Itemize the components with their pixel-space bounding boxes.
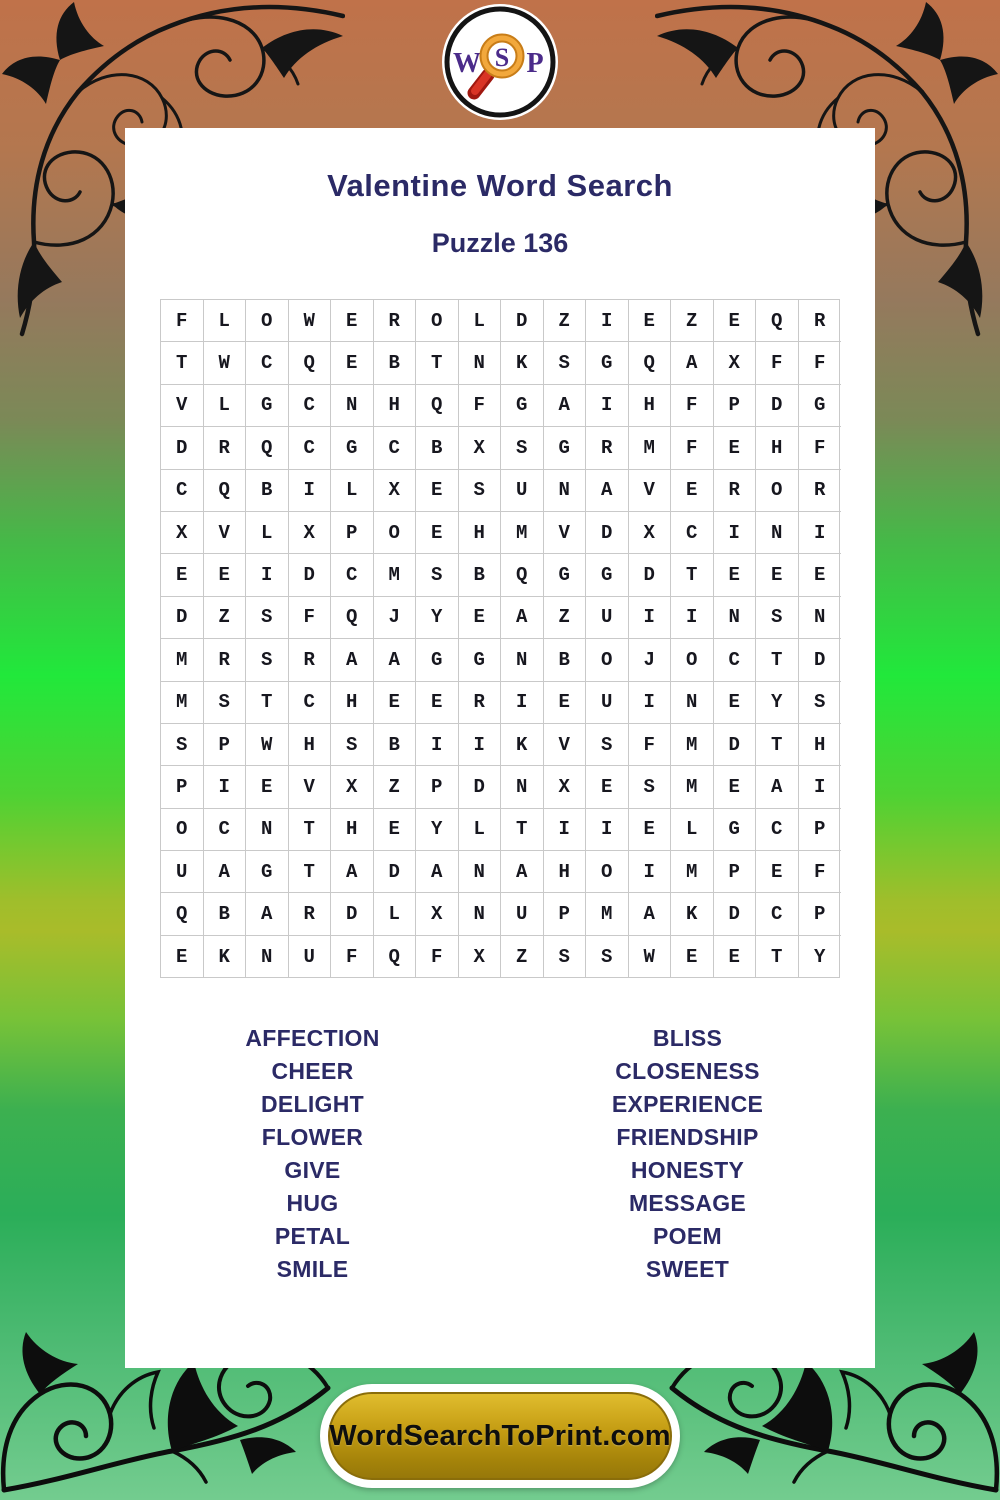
- grid-cell: M: [671, 724, 714, 766]
- grid-cell: Y: [416, 597, 459, 639]
- grid-cell: R: [459, 682, 502, 724]
- grid-cell: A: [671, 342, 714, 384]
- page-title: Valentine Word Search: [327, 168, 673, 203]
- grid-cell: T: [756, 936, 799, 978]
- grid-cell: L: [459, 809, 502, 851]
- grid-cell: C: [756, 809, 799, 851]
- grid-cell: I: [289, 470, 332, 512]
- grid-cell: E: [629, 809, 672, 851]
- grid-cell: Q: [501, 554, 544, 596]
- grid-cell: R: [799, 470, 842, 512]
- grid-cell: S: [416, 554, 459, 596]
- grid-cell: B: [459, 554, 502, 596]
- grid-cell: C: [714, 639, 757, 681]
- grid-cell: I: [586, 300, 629, 342]
- grid-cell: W: [289, 300, 332, 342]
- grid-cell: Q: [289, 342, 332, 384]
- grid-cell: E: [799, 554, 842, 596]
- grid-cell: F: [799, 427, 842, 469]
- grid-cell: P: [331, 512, 374, 554]
- grid-cell: Z: [204, 597, 247, 639]
- grid-cell: T: [501, 809, 544, 851]
- grid-cell: X: [289, 512, 332, 554]
- word-list-right-column: [500, 1022, 875, 1286]
- grid-cell: C: [246, 342, 289, 384]
- grid-cell: N: [544, 470, 587, 512]
- grid-cell: E: [756, 851, 799, 893]
- grid-cell: E: [714, 554, 757, 596]
- grid-cell: D: [799, 639, 842, 681]
- word-item: MESSAGE: [628, 1190, 747, 1216]
- grid-cell: G: [246, 385, 289, 427]
- grid-cell: Z: [544, 597, 587, 639]
- grid-cell: O: [246, 300, 289, 342]
- grid-cell: H: [629, 385, 672, 427]
- grid-cell: M: [671, 766, 714, 808]
- grid-cell: D: [629, 554, 672, 596]
- grid-cell: N: [246, 936, 289, 978]
- grid-cell: Z: [374, 766, 417, 808]
- grid-cell: G: [459, 639, 502, 681]
- logo-letter-s: S: [494, 43, 510, 72]
- grid-cell: M: [374, 554, 417, 596]
- grid-cell: M: [671, 851, 714, 893]
- grid-cell: G: [501, 385, 544, 427]
- grid-cell: V: [289, 766, 332, 808]
- grid-cell: O: [671, 639, 714, 681]
- grid-cell: X: [416, 893, 459, 935]
- grid-cell: P: [161, 766, 204, 808]
- grid-cell: E: [714, 300, 757, 342]
- grid-cell: A: [501, 851, 544, 893]
- grid-cell: E: [416, 470, 459, 512]
- grid-cell: T: [671, 554, 714, 596]
- grid-cell: V: [161, 385, 204, 427]
- grid-cell: E: [204, 554, 247, 596]
- grid-cell: D: [501, 300, 544, 342]
- grid-cell: G: [586, 342, 629, 384]
- grid-cell: I: [799, 766, 842, 808]
- letter-grid: [160, 299, 840, 978]
- word-item: DELIGHT: [260, 1091, 365, 1117]
- grid-cell: E: [246, 766, 289, 808]
- grid-cell: A: [586, 470, 629, 512]
- grid-cell: Z: [671, 300, 714, 342]
- grid-cell: R: [374, 300, 417, 342]
- grid-cell: A: [416, 851, 459, 893]
- grid-cell: D: [459, 766, 502, 808]
- grid-cell: G: [331, 427, 374, 469]
- grid-cell: E: [374, 682, 417, 724]
- grid-cell: S: [799, 682, 842, 724]
- grid-cell: Q: [756, 300, 799, 342]
- word-item: BLISS: [652, 1025, 723, 1051]
- grid-cell: E: [161, 936, 204, 978]
- grid-cell: V: [544, 724, 587, 766]
- grid-cell: G: [714, 809, 757, 851]
- grid-cell: P: [416, 766, 459, 808]
- grid-cell: B: [374, 342, 417, 384]
- grid-cell: N: [501, 639, 544, 681]
- grid-cell: D: [586, 512, 629, 554]
- grid-cell: U: [289, 936, 332, 978]
- grid-cell: S: [629, 766, 672, 808]
- site-button-halo: [320, 1384, 680, 1488]
- grid-cell: E: [714, 766, 757, 808]
- grid-cell: O: [416, 300, 459, 342]
- grid-cell: M: [586, 893, 629, 935]
- grid-cell: E: [459, 597, 502, 639]
- grid-cell: C: [756, 893, 799, 935]
- grid-cell: W: [204, 342, 247, 384]
- grid-cell: N: [331, 385, 374, 427]
- grid-cell: A: [331, 639, 374, 681]
- wsp-logo: [440, 2, 560, 122]
- grid-cell: E: [671, 470, 714, 512]
- grid-cell: M: [161, 639, 204, 681]
- grid-cell: R: [586, 427, 629, 469]
- grid-cell: L: [671, 809, 714, 851]
- word-item: SWEET: [645, 1256, 730, 1282]
- grid-cell: X: [374, 470, 417, 512]
- grid-cell: C: [204, 809, 247, 851]
- grid-cell: U: [501, 470, 544, 512]
- grid-cell: S: [586, 724, 629, 766]
- grid-cell: Q: [161, 893, 204, 935]
- grid-cell: Y: [814, 946, 826, 969]
- grid-cell: F: [799, 342, 842, 384]
- grid-cell: F: [629, 724, 672, 766]
- grid-cell: O: [586, 639, 629, 681]
- grid-cell: X: [544, 766, 587, 808]
- grid-cell: X: [714, 342, 757, 384]
- word-item: PETAL: [274, 1223, 351, 1249]
- grid-cell: E: [416, 682, 459, 724]
- grid-cell: V: [544, 512, 587, 554]
- grid-cell: P: [714, 385, 757, 427]
- grid-cell: Z: [501, 936, 544, 978]
- grid-cell: S: [756, 597, 799, 639]
- grid-cell: Y: [756, 682, 799, 724]
- word-item: FLOWER: [261, 1124, 364, 1150]
- grid-cell: E: [756, 554, 799, 596]
- grid-cell: O: [161, 809, 204, 851]
- grid-cell: F: [416, 936, 459, 978]
- grid-cell: V: [629, 470, 672, 512]
- grid-cell: H: [756, 427, 799, 469]
- grid-cell: U: [586, 682, 629, 724]
- grid-cell: S: [204, 682, 247, 724]
- grid-cell: N: [246, 809, 289, 851]
- grid-cell: S: [246, 639, 289, 681]
- grid-cell: B: [544, 639, 587, 681]
- grid-cell: K: [501, 342, 544, 384]
- grid-cell: B: [374, 724, 417, 766]
- grid-cell: Y: [416, 809, 459, 851]
- grid-cell: E: [416, 512, 459, 554]
- grid-cell: E: [714, 682, 757, 724]
- grid-cell: R: [714, 470, 757, 512]
- grid-cell: G: [246, 851, 289, 893]
- grid-cell: C: [161, 470, 204, 512]
- grid-cell: H: [331, 809, 374, 851]
- grid-cell: F: [289, 597, 332, 639]
- grid-cell: D: [756, 385, 799, 427]
- grid-cell: L: [331, 470, 374, 512]
- grid-cell: I: [246, 554, 289, 596]
- grid-cell: R: [204, 639, 247, 681]
- grid-cell: C: [289, 385, 332, 427]
- grid-cell: F: [756, 342, 799, 384]
- grid-cell: Q: [629, 342, 672, 384]
- grid-cell: E: [544, 682, 587, 724]
- grid-cell: U: [501, 893, 544, 935]
- grid-cell: N: [501, 766, 544, 808]
- grid-cell: S: [246, 597, 289, 639]
- grid-cell: P: [714, 851, 757, 893]
- grid-cell: W: [246, 724, 289, 766]
- grid-cell: T: [289, 809, 332, 851]
- grid-cell: L: [459, 300, 502, 342]
- grid-cell: T: [756, 639, 799, 681]
- grid-cell: I: [204, 766, 247, 808]
- grid-cell: U: [586, 597, 629, 639]
- grid-cell: P: [799, 893, 842, 935]
- word-list-left-column: [125, 1022, 500, 1286]
- grid-cell: G: [416, 639, 459, 681]
- grid-cell: I: [586, 385, 629, 427]
- grid-cell: U: [161, 851, 204, 893]
- grid-cell: N: [714, 597, 757, 639]
- grid-cell: P: [204, 724, 247, 766]
- grid-cell: M: [629, 427, 672, 469]
- grid-cell: N: [671, 682, 714, 724]
- grid-cell: N: [459, 893, 502, 935]
- grid-cell: T: [161, 342, 204, 384]
- grid-cell: D: [161, 427, 204, 469]
- grid-cell: D: [374, 851, 417, 893]
- grid-cell: Z: [544, 300, 587, 342]
- grid-cell: G: [586, 554, 629, 596]
- grid-cell: I: [671, 597, 714, 639]
- grid-cell: O: [374, 512, 417, 554]
- grid-cell: N: [799, 597, 842, 639]
- grid-cell: K: [501, 724, 544, 766]
- grid-cell: F: [459, 385, 502, 427]
- logo-letter-w: W: [453, 48, 481, 79]
- grid-cell: I: [586, 809, 629, 851]
- grid-cell: I: [459, 724, 502, 766]
- grid-cell: Q: [246, 427, 289, 469]
- grid-cell: X: [331, 766, 374, 808]
- logo-letter-p: P: [526, 48, 544, 79]
- grid-cell: C: [289, 427, 332, 469]
- grid-cell: M: [161, 682, 204, 724]
- puzzle-card: [125, 128, 875, 1368]
- word-list: [125, 1022, 875, 1286]
- grid-cell: K: [671, 893, 714, 935]
- grid-cell: J: [374, 597, 417, 639]
- grid-cell: L: [374, 893, 417, 935]
- grid-cell: S: [331, 724, 374, 766]
- grid-cell: E: [586, 766, 629, 808]
- grid-cell: Q: [204, 470, 247, 512]
- grid-cell: L: [204, 300, 247, 342]
- grid-cell: H: [289, 724, 332, 766]
- grid-cell: A: [246, 893, 289, 935]
- grid-cell: A: [544, 385, 587, 427]
- grid-cell: T: [756, 724, 799, 766]
- site-button[interactable]: [328, 1392, 672, 1480]
- word-item: SMILE: [276, 1256, 349, 1282]
- grid-cell: D: [714, 724, 757, 766]
- grid-cell: S: [544, 342, 587, 384]
- grid-cell: E: [374, 809, 417, 851]
- word-item: EXPERIENCE: [611, 1091, 764, 1117]
- grid-cell: G: [544, 554, 587, 596]
- grid-cell: N: [459, 342, 502, 384]
- grid-cell: H: [799, 724, 842, 766]
- grid-cell: T: [246, 682, 289, 724]
- grid-cell: H: [459, 512, 502, 554]
- site-button-label: WordSearchToPrint.com: [329, 1419, 671, 1452]
- grid-cell: G: [799, 385, 842, 427]
- grid-cell: A: [331, 851, 374, 893]
- grid-cell: N: [459, 851, 502, 893]
- grid-cell: X: [459, 936, 502, 978]
- grid-cell: L: [246, 512, 289, 554]
- grid-cell: F: [161, 300, 204, 342]
- grid-cell: O: [756, 470, 799, 512]
- word-item: AFFECTION: [245, 1025, 380, 1051]
- grid-cell: A: [629, 893, 672, 935]
- grid-cell: D: [714, 893, 757, 935]
- grid-cell: L: [204, 385, 247, 427]
- grid-cell: F: [799, 851, 842, 893]
- grid-cell: V: [204, 512, 247, 554]
- word-item: HONESTY: [630, 1157, 745, 1183]
- grid-cell: B: [246, 470, 289, 512]
- grid-cell: F: [671, 427, 714, 469]
- grid-cell: I: [544, 809, 587, 851]
- grid-cell: C: [289, 682, 332, 724]
- word-item: FRIENDSHIP: [616, 1124, 759, 1150]
- grid-cell: Q: [416, 385, 459, 427]
- grid-cell: F: [331, 936, 374, 978]
- grid-cell: N: [756, 512, 799, 554]
- grid-cell: C: [374, 427, 417, 469]
- grid-cell: S: [459, 470, 502, 512]
- grid-cell: Q: [374, 936, 417, 978]
- grid-cell: I: [501, 682, 544, 724]
- grid-cell: E: [714, 936, 757, 978]
- word-item: CLOSENESS: [615, 1058, 760, 1084]
- grid-cell: D: [331, 893, 374, 935]
- grid-cell: I: [629, 682, 672, 724]
- grid-cell: H: [544, 851, 587, 893]
- puzzle-number: Puzzle 136: [431, 228, 569, 258]
- grid-cell: E: [331, 300, 374, 342]
- grid-cell: T: [289, 851, 332, 893]
- grid-cell: K: [204, 936, 247, 978]
- grid-cell: I: [629, 597, 672, 639]
- grid-cell: A: [374, 639, 417, 681]
- grid-cell: R: [204, 427, 247, 469]
- grid-cell: G: [544, 427, 587, 469]
- grid-cell: H: [374, 385, 417, 427]
- grid-cell: J: [629, 639, 672, 681]
- grid-cell: P: [544, 893, 587, 935]
- grid-cell: D: [161, 597, 204, 639]
- grid-cell: B: [204, 893, 247, 935]
- grid-cell: H: [331, 682, 374, 724]
- grid-cell: X: [629, 512, 672, 554]
- grid-cell: E: [331, 342, 374, 384]
- grid-cell: C: [331, 554, 374, 596]
- grid-cell: I: [629, 851, 672, 893]
- word-item: HUG: [286, 1190, 339, 1216]
- grid-cell: R: [289, 893, 332, 935]
- grid-cell: F: [671, 385, 714, 427]
- grid-cell: C: [671, 512, 714, 554]
- grid-cell: D: [289, 554, 332, 596]
- grid-cell: M: [501, 512, 544, 554]
- grid-cell: S: [161, 724, 204, 766]
- word-item: CHEER: [271, 1058, 354, 1084]
- grid-cell: Q: [331, 597, 374, 639]
- grid-cell: R: [799, 300, 842, 342]
- grid-cell: O: [586, 851, 629, 893]
- grid-cell: R: [289, 639, 332, 681]
- grid-cell: I: [799, 512, 842, 554]
- grid-cell: B: [416, 427, 459, 469]
- grid-cell: A: [501, 597, 544, 639]
- word-item: POEM: [653, 1223, 722, 1249]
- grid-cell: W: [629, 936, 672, 978]
- grid-cell: E: [671, 936, 714, 978]
- grid-cell: P: [799, 809, 842, 851]
- grid-cell: X: [459, 427, 502, 469]
- grid-cell: I: [714, 512, 757, 554]
- grid-cell: A: [204, 851, 247, 893]
- grid-cell: X: [161, 512, 204, 554]
- grid-cell: T: [416, 342, 459, 384]
- grid-cell: E: [629, 300, 672, 342]
- grid-cell: I: [416, 724, 459, 766]
- grid-cell: E: [714, 427, 757, 469]
- grid-cell: S: [586, 936, 629, 978]
- word-item: GIVE: [284, 1157, 341, 1183]
- grid-cell: E: [161, 554, 204, 596]
- grid-cell: S: [544, 936, 587, 978]
- grid-cell: S: [501, 427, 544, 469]
- grid-cell: A: [756, 766, 799, 808]
